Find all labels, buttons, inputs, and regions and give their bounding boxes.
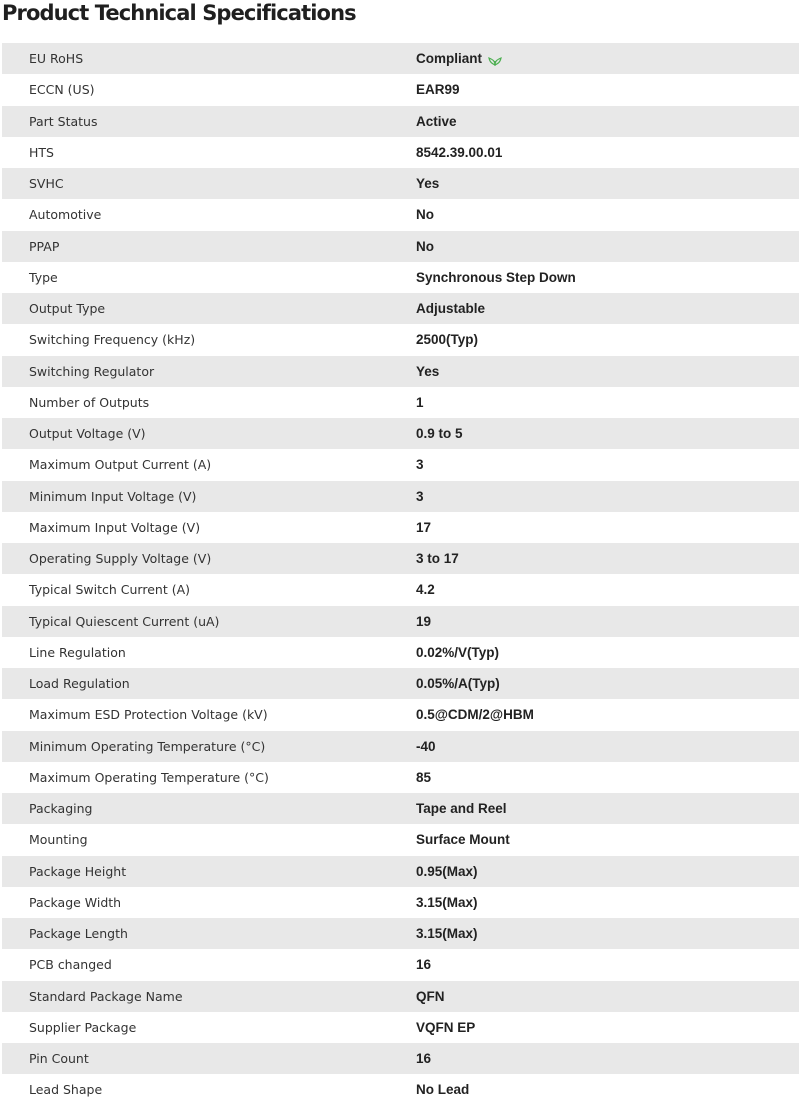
spec-value-cell [416, 356, 799, 387]
spec-value-cell [416, 731, 799, 762]
spec-value-cell [416, 199, 799, 230]
spec-row [2, 74, 799, 105]
spec-row [2, 387, 799, 418]
spec-value-cell [416, 324, 799, 355]
spec-name: Package Height [2, 856, 416, 887]
spec-table [2, 43, 799, 1106]
spec-value-cell [416, 918, 799, 949]
spec-row [2, 293, 799, 324]
spec-value: 0.95(Max) [416, 863, 478, 879]
spec-value-cell [416, 418, 799, 449]
spec-name: Maximum Output Current (A) [2, 449, 416, 480]
spec-row [2, 793, 799, 824]
spec-name: Operating Supply Voltage (V) [2, 543, 416, 574]
spec-row [2, 231, 799, 262]
leaf-icon [488, 54, 502, 65]
spec-name: Output Type [2, 293, 416, 324]
spec-value: Surface Mount [416, 832, 510, 848]
spec-value: 0.02%/V(Typ) [416, 644, 500, 660]
spec-value-cell [416, 637, 799, 668]
spec-row [2, 1012, 799, 1043]
spec-row [2, 824, 799, 855]
spec-name: Output Voltage (V) [2, 418, 416, 449]
spec-value: 16 [416, 1051, 432, 1067]
spec-row [2, 637, 799, 668]
spec-value-cell [416, 981, 799, 1012]
spec-name: Minimum Operating Temperature (°C) [2, 731, 416, 762]
spec-value-cell [416, 43, 799, 74]
spec-name: Package Width [2, 887, 416, 918]
spec-row [2, 418, 799, 449]
spec-name: Maximum Input Voltage (V) [2, 512, 416, 543]
spec-value-cell [416, 262, 799, 293]
spec-row [2, 199, 799, 230]
spec-value: Active [416, 113, 457, 129]
spec-value-cell [416, 856, 799, 887]
spec-name: Standard Package Name [2, 981, 416, 1012]
spec-value: Synchronous Step Down [416, 269, 576, 285]
spec-value: No [416, 238, 434, 254]
spec-name: Automotive [2, 199, 416, 230]
spec-row [2, 168, 799, 199]
spec-name: PPAP [2, 231, 416, 262]
spec-value: Tape and Reel [416, 801, 507, 817]
spec-value: 3 [416, 488, 424, 504]
spec-value: Compliant [416, 51, 482, 67]
spec-value-cell [416, 887, 799, 918]
spec-row [2, 762, 799, 793]
spec-value: 8542.39.00.01 [416, 144, 503, 160]
spec-value: 0.9 to 5 [416, 426, 463, 442]
spec-value-cell [416, 699, 799, 730]
spec-name: Pin Count [2, 1043, 416, 1074]
page-title: Product Technical Specifications [2, 1, 356, 25]
spec-value-cell [416, 74, 799, 105]
spec-row [2, 731, 799, 762]
spec-name: ECCN (US) [2, 74, 416, 105]
spec-name: Packaging [2, 793, 416, 824]
spec-name: Switching Frequency (kHz) [2, 324, 416, 355]
spec-value-cell [416, 387, 799, 418]
spec-value-cell [416, 481, 799, 512]
spec-row [2, 887, 799, 918]
spec-value-cell [416, 512, 799, 543]
spec-value: 1 [416, 394, 424, 410]
spec-value-cell [416, 824, 799, 855]
spec-value-cell [416, 543, 799, 574]
spec-name: Typical Quiescent Current (uA) [2, 606, 416, 637]
spec-value: EAR99 [416, 82, 460, 98]
spec-value: 0.05%/A(Typ) [416, 676, 500, 692]
spec-value: 17 [416, 519, 432, 535]
spec-name: Maximum ESD Protection Voltage (kV) [2, 699, 416, 730]
spec-name: Maximum Operating Temperature (°C) [2, 762, 416, 793]
spec-value-cell [416, 106, 799, 137]
spec-name: Number of Outputs [2, 387, 416, 418]
spec-name: Line Regulation [2, 637, 416, 668]
spec-value-cell [416, 1043, 799, 1074]
spec-value: No Lead [416, 1082, 470, 1098]
spec-row [2, 606, 799, 637]
spec-row [2, 356, 799, 387]
spec-name: Package Length [2, 918, 416, 949]
spec-row [2, 981, 799, 1012]
spec-name: SVHC [2, 168, 416, 199]
spec-value-cell [416, 668, 799, 699]
spec-value: 2500(Typ) [416, 332, 479, 348]
spec-row [2, 668, 799, 699]
spec-value-cell [416, 449, 799, 480]
spec-name: Switching Regulator [2, 356, 416, 387]
spec-value-cell [416, 762, 799, 793]
spec-row [2, 481, 799, 512]
spec-value-cell [416, 949, 799, 980]
spec-value: 3 to 17 [416, 551, 459, 567]
spec-value: 4.2 [416, 582, 435, 598]
spec-row [2, 949, 799, 980]
spec-value-cell [416, 793, 799, 824]
spec-value: QFN [416, 988, 445, 1004]
spec-value-cell [416, 606, 799, 637]
spec-row [2, 106, 799, 137]
spec-value: 85 [416, 769, 432, 785]
spec-name: Load Regulation [2, 668, 416, 699]
spec-row [2, 262, 799, 293]
spec-name: Minimum Input Voltage (V) [2, 481, 416, 512]
spec-row [2, 543, 799, 574]
spec-row [2, 43, 799, 74]
spec-value: 16 [416, 957, 432, 973]
spec-row [2, 1043, 799, 1074]
spec-row [2, 856, 799, 887]
spec-row [2, 918, 799, 949]
spec-value: VQFN EP [416, 1019, 476, 1035]
spec-row [2, 1074, 799, 1105]
spec-name: HTS [2, 137, 416, 168]
spec-value: 0.5@CDM/2@HBM [416, 707, 534, 723]
spec-value-cell [416, 293, 799, 324]
spec-value-cell [416, 574, 799, 605]
spec-name: Supplier Package [2, 1012, 416, 1043]
spec-name: Lead Shape [2, 1074, 416, 1105]
spec-name: Part Status [2, 106, 416, 137]
spec-row [2, 449, 799, 480]
spec-value-cell [416, 1074, 799, 1105]
spec-row [2, 699, 799, 730]
spec-value-cell [416, 1012, 799, 1043]
spec-name: Type [2, 262, 416, 293]
spec-row [2, 324, 799, 355]
spec-value-cell [416, 168, 799, 199]
spec-table-body [2, 43, 799, 1106]
spec-value: 3.15(Max) [416, 894, 478, 910]
spec-name: Mounting [2, 824, 416, 855]
spec-value: Yes [416, 363, 440, 379]
spec-name: PCB changed [2, 949, 416, 980]
spec-value: -40 [416, 738, 436, 754]
spec-name: EU RoHS [2, 43, 416, 74]
spec-value: 3 [416, 457, 424, 473]
spec-row [2, 137, 799, 168]
spec-value-cell [416, 231, 799, 262]
spec-value: 19 [416, 613, 432, 629]
spec-row [2, 574, 799, 605]
spec-name: Typical Switch Current (A) [2, 574, 416, 605]
spec-value: Yes [416, 176, 440, 192]
spec-value-cell [416, 137, 799, 168]
spec-value: Adjustable [416, 301, 486, 317]
spec-value: No [416, 207, 434, 223]
spec-value: 3.15(Max) [416, 926, 478, 942]
spec-row [2, 512, 799, 543]
